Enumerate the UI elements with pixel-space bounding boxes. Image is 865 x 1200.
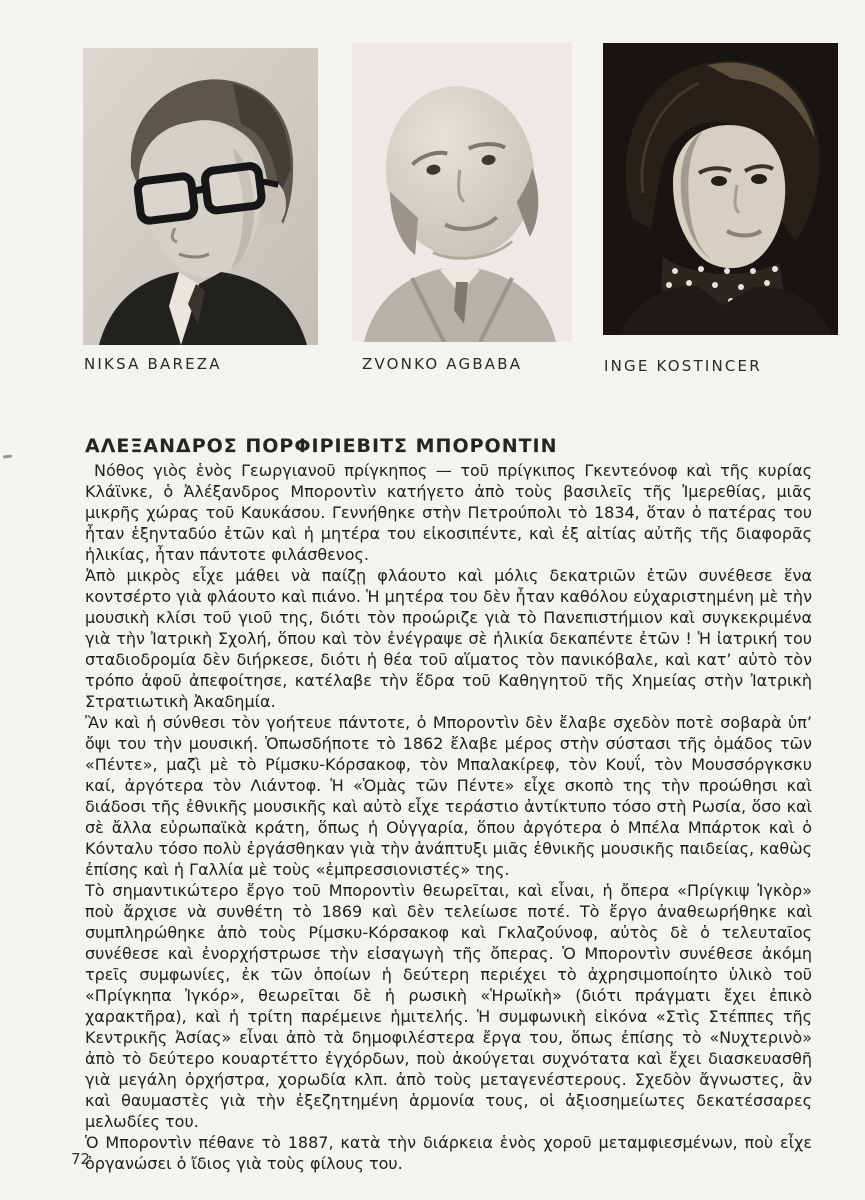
paragraph-death: Ὁ Μποροντὶν πέθανε τὸ 1887, κατὰ τὴν διάρκεια ἑνὸς χοροῦ μεταμφιεσμένων, ποὺ εἶχε ὀργανώσει ὁ ἴδιος γιὰ τοὺς φίλους του.: [85, 1133, 812, 1173]
portrait-man-glasses-illustration: [83, 48, 318, 345]
article-title: ΑΛΕΞΑΝΔΡΟΣ ΠΟΡΦΙΡΙΕΒΙΤΣ ΜΠΟΡΟΝΤΙΝ: [85, 434, 558, 457]
photo-caption-niksa-bareza: NIKSA BAREZA: [84, 355, 222, 373]
paragraph-works: Τὸ σημαντικώτερο ἔργο τοῦ Μποροντὶν θεωρεῖται, καὶ εἶναι, ἡ ὄπερα «Πρίγκιψ Ἰγκὸρ» ποὺ ἄρχισε νὰ συνθέτη τὸ 1869 καὶ δὲν τελείωσε ποτέ. Τὸ ἔργο ἀναθεωρήθηκε καὶ συμπληρώθηκε ἀπὸ τοὺς Ρίμσκυ-Κόρσακοφ καὶ Γκλαζούνοφ, αὐτὸς δὲ ὁ τελευταῖος συνέθεσε καὶ ἐνορχήστρωσε τὴν εἰσαγωγὴ τῆς ὄπερας. Ὁ Μποροντὶν συνέθεσε ἀκόμη τρεῖς συμφωνίες, ἐκ τῶν ὁποίων ἡ δεύτερη περιέχει τὸ ἀχρησιμοποίητο ὑλικὸ τοῦ «Πρίγκηπα Ἰγκόρ», θεωρεῖται δὲ ἡ ρωσικὴ «Ἡρωϊκὴ» (διότι πράγματι ἔχει ἐπικὸ χαρακτῆρα), καὶ ἡ τρίτη παρέμεινε ἡμιτελής. Ἡ συμφωνικὴ εἰκόνα «Στὶς Στέππες τῆς Κεντρικῆς Ἀσίας» εἶναι ἀπὸ τὰ δημοφιλέστερα ἔργα του, ὅπως ἐπίσης τὸ «Νυχτερινὸ» ἀπὸ τὸ δεύτερο κουαρτέττο ἐγχόρδων, ποὺ ἀκούγεται συχνότατα καὶ ἔχει διασκευασθῆ γιὰ μεγάλη ὀρχήστρα, χορωδία κλπ. ἀπὸ τοὺς μεταγενέστερους. Σχεδὸν ἄγνωστες, ἂν καὶ θαυμαστὲς γιὰ τὴν ἐξεζητημένη ἁρμονία τους, οἱ ἀξιοσημείωτες δεκατέσσαρες μελωδίες του.: [85, 881, 812, 1131]
photo-zvonko-agbaba: [352, 42, 572, 342]
portrait-woman-scarf-illustration: [603, 43, 838, 335]
paragraph-the-five: Ἂν καὶ ἡ σύνθεσι τὸν γοήτευε πάντοτε, ὁ Μποροντὶν δὲν ἔλαβε σχεδὸν ποτὲ σοβαρὰ ὑπ’ ὄψι του τὴν μουσική. Ὁπωσδήποτε τὸ 1862 ἔλαβε μέρος στὴν σύστασι τῆς ὁμάδος τῶν «Πέντε», μαζὶ μὲ τὸ Ρίμσκυ-Κόρσακοφ, τὸν Μπαλακίρεφ, τὸν Κουΐ, τὸν Μουσσόργκσκυ καί, ἀργότερα τὸν Λιάντοφ. Ἡ «Ὁμὰς τῶν Πέντε» εἶχε σκοπὸ της τὴν προώθησι καὶ διάδοσι τῆς ἐθνικῆς μουσικῆς καὶ αὐτὸ εἶχε τεράστιο ἀντίκτυπο τόσο στὴ Ρωσία, ὅσο καὶ σὲ ἄλλα εὐρωπαϊκὰ κράτη, ὅπως ἡ Οὑγγαρία, ὅπου ἀργότερα ὁ Μπέλα Μπάρτοκ καὶ ὁ Κόνταλυ τόσο πολὺ ἐργάσθηκαν γιὰ τὴν ἀνάπτυξι μιᾶς ἐθνικῆς μουσικῆς παιδείας, καθὼς ἐπίσης καὶ ἡ Γαλλία μὲ τοὺς «ἐμπρεσσιονιστές» της.: [85, 713, 812, 879]
photo-niksa-bareza: [83, 48, 318, 345]
photo-inge-kostincer: [603, 43, 838, 335]
portrait-bald-man-illustration: [352, 42, 572, 342]
page-number: 72: [71, 1150, 91, 1168]
photo-caption-zvonko-agbaba: ZVONKO AGBABA: [362, 355, 523, 373]
scan-speck: [3, 454, 12, 458]
paragraph-origins: Νόθος γιὸς ἑνὸς Γεωργιανοῦ πρίγκηπος — τοῦ πρίγκιπος Γκεντεόνοφ καὶ τῆς κυρίας Κλάϊνκε, ὁ Ἀλέξανδρος Μποροντὶν κατήγετο ἀπὸ τοὺς βασιλεῖς τῆς Ἰμερεθίας, μιᾶς μικρῆς χώρας τοῦ Καυκάσου. Γεννήθηκε στὴν Πετρούπολι τὸ 1834, ὅταν ὁ πατέρας του ἦταν ἑξηνταδύο ἐτῶν καὶ ἡ μητέρα του εἰκοσιπέντε, καὶ ἐξ αἰτίας αὐτῆς τῆς διαφορᾶς ἡλικίας, ἦταν πάντοτε φιλάσθενος.: [85, 461, 812, 564]
article-body: [85, 460, 812, 1174]
paragraph-youth-medicine: Ἀπὸ μικρὸς εἶχε μάθει νὰ παίζῃ φλάουτο καὶ μόλις δεκατριῶν ἐτῶν συνέθεσε ἕνα κοντσέρτο γιὰ φλάουτο καὶ πιάνο. Ἡ μητέρα του δὲν ἦταν καθόλου εὐχαριστημένη μὲ τὴν μουσικὴ κλίσι τοῦ γιοῦ της, διότι τὸν προώριζε γιὰ τὸ Πανεπιστήμιον καὶ συγκεκριμένα γιὰ τὴν Ἰατρικὴ Σχολή, ὅπου καὶ τὸν ἐνέγραψε σὲ ἡλικία δεκαπέντε ἐτῶν ! Ἡ ἰατρική του σταδιοδρομία δὲν διήρκεσε, διότι ἡ θέα τοῦ αἵματος τὸν πανικόβαλε, καὶ κατ’ αὐτὸ τὸν τρόπο ἀφοῦ ἀπεφοίτησε, κατέλαβε τὴν ἕδρα τοῦ Καθηγητοῦ τῆς Χημείας στὴν Ἰατρικὴ Στρατιωτικὴ Ἀκαδημία.: [85, 566, 812, 711]
photo-caption-inge-kostincer: INGE KOSTINCER: [604, 357, 762, 375]
